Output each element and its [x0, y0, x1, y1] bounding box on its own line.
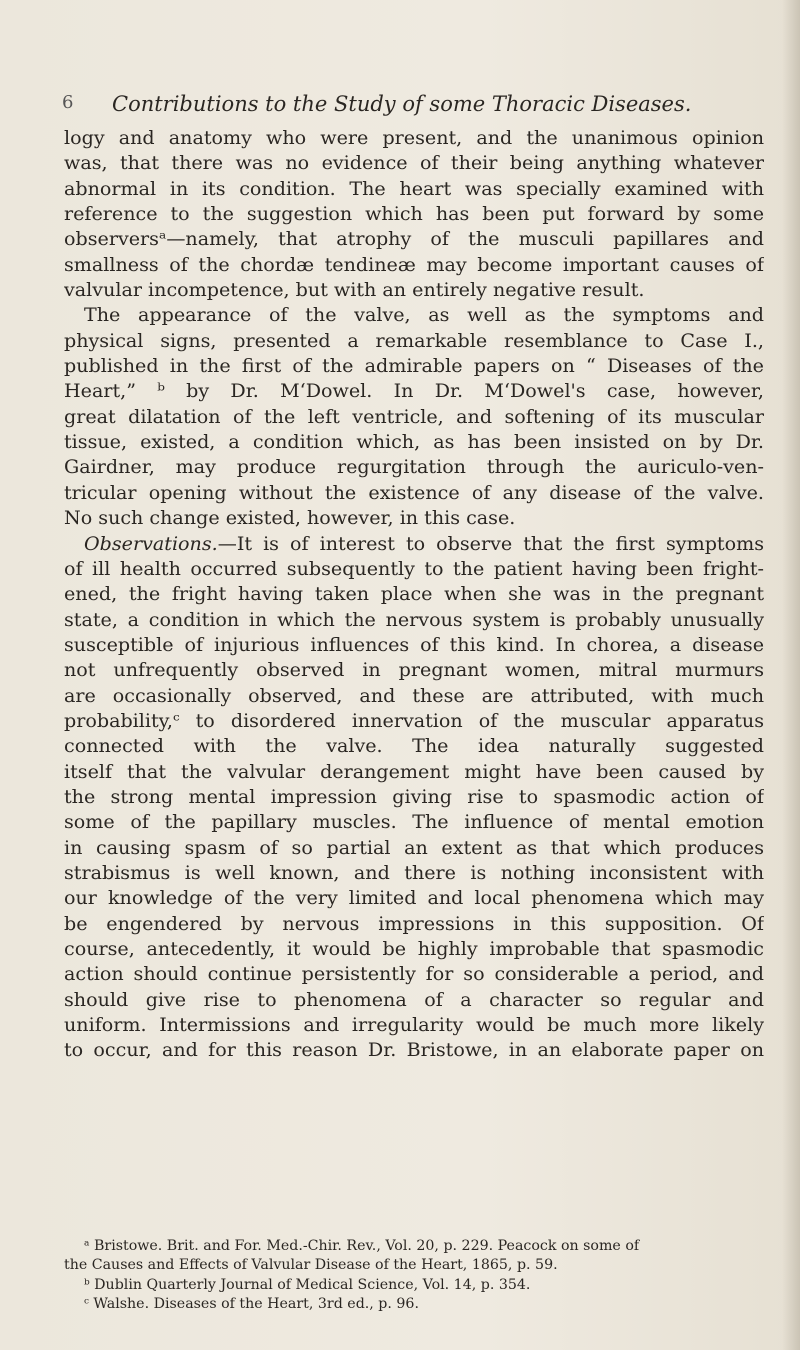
text-line: state, a condition in which the nervous system is probably unusually	[64, 607, 764, 631]
text-line: valvular incompetence, but with an entirely negative result.	[64, 278, 645, 302]
page-edge-shadow	[782, 0, 800, 1350]
text-line: strabismus is well known, and there is nothing inconsistent with	[64, 860, 764, 884]
text-line: the strong mental impression giving rise to spasmodic action of	[64, 784, 764, 808]
text-line: probability,ᶜ to disordered innervation of the muscular apparatus	[64, 708, 764, 732]
text-line: ened, the fright having taken place when she was in the pregnant	[64, 582, 764, 606]
text-line: connected with the valve. The idea naturally suggested	[64, 734, 764, 758]
text-line: logy and anatomy who were present, and the unanimous opinion	[64, 126, 764, 149]
text-line: great dilatation of the left ventricle, and softening of its muscular	[64, 404, 764, 428]
text-line: be engendered by nervous impressions in this supposition. Of	[64, 911, 764, 935]
text-line: to occur, and for this reason Dr. Bristowe, in an elaborate paper on	[64, 1038, 764, 1062]
text-line: some of the papillary muscles. The influence of mental emotion	[64, 810, 764, 834]
text-line: was, that there was no evidence of their being anything whatever	[64, 151, 764, 175]
text-line: reference to the suggestion which has been put forward by some	[64, 202, 764, 226]
text-line: tricular opening without the existence of any disease of the valve.	[64, 480, 764, 504]
footnote-a-continued: the Causes and Effects of Valvular Disease of the Heart, 1865, p. 59.	[64, 1257, 558, 1274]
text-line: Gairdner, may produce regurgitation through the auriculo-ven-	[64, 455, 764, 479]
footnote-c: ᶜ Walshe. Diseases of the Heart, 3rd ed., p. 96.	[84, 1296, 419, 1313]
text-line: itself that the valvular derangement might have been caused by	[64, 759, 764, 783]
body-text	[64, 125, 764, 1063]
page-number: 6	[62, 92, 74, 113]
text-line: course, antecedently, it would be highly improbable that spasmodic	[64, 937, 764, 960]
text-line: susceptible of injurious influences of this kind. In chorea, a disease	[64, 632, 764, 656]
text-line: are occasionally observed, and these are attributed, with much	[64, 683, 764, 707]
running-title: Contributions to the Study of some Thoracic Diseases.	[112, 92, 692, 116]
text-line: not unfrequently observed in pregnant women, mitral murmurs	[64, 658, 764, 682]
text-line: uniform. Intermissions and irregularity would be much more likely	[64, 1013, 764, 1037]
footnote-a: ᵃ Bristowe. Brit. and For. Med.-Chir. Rev., Vol. 20, p. 229. Peacock on some of	[84, 1238, 640, 1254]
section-lead-word: Observations.	[84, 531, 218, 555]
text-line: No such change existed, however, in this case.	[64, 506, 516, 530]
text-line: abnormal in its condition. The heart was specially examined with	[64, 176, 764, 200]
text-line: Heart,” ᵇ by Dr. M‘Dowel. In Dr. M‘Dowel's case, however,	[64, 379, 764, 403]
footnotes	[64, 1237, 764, 1315]
text-line: published in the first of the admirable papers on “ Diseases of the	[64, 354, 764, 378]
text-line: The appearance of the valve, as well as the symptoms and	[84, 303, 764, 327]
text-line: observersᵃ—namely, that atrophy of the musculi papillares and	[64, 227, 764, 251]
text-line: of ill health occurred subsequently to the patient having been fright-	[64, 556, 764, 580]
text-line: physical signs, presented a remarkable resemblance to Case I.,	[64, 328, 764, 352]
text-line: our knowledge of the very limited and local phenomena which may	[64, 886, 764, 910]
text-line: should give rise to phenomena of a character so regular and	[64, 987, 764, 1011]
text-line: Observations.—It is of interest to observe that the first symptoms	[84, 531, 764, 555]
text-line: in causing spasm of so partial an extent as that which produces	[64, 835, 764, 859]
text-line: smallness of the chordæ tendineæ may become important causes of	[64, 252, 764, 276]
text-line: tissue, existed, a condition which, as has been insisted on by Dr.	[64, 430, 764, 454]
footnote-b: ᵇ Dublin Quarterly Journal of Medical Science, Vol. 14, p. 354.	[84, 1276, 531, 1293]
text-line: action should continue persistently for so considerable a period, and	[64, 962, 764, 986]
